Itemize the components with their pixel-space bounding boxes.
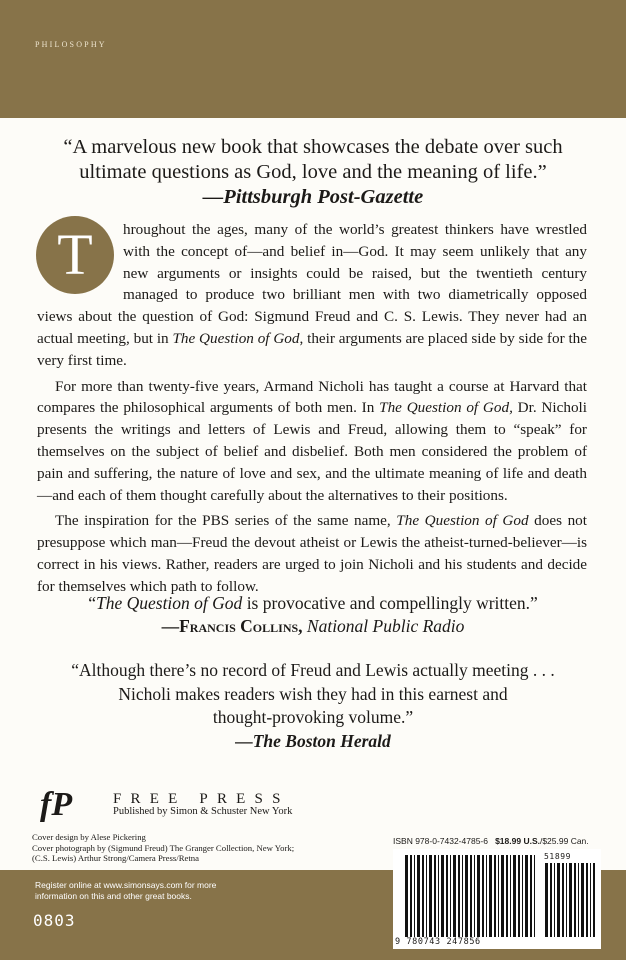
publisher-imprint-line: Published by Simon & Schuster New York — [113, 806, 293, 817]
barcode-bar — [429, 855, 432, 937]
barcode-bar — [581, 863, 584, 937]
barcode-panel — [393, 849, 601, 949]
price-canada: /$25.99 Can. — [539, 836, 589, 846]
barcode-bar — [566, 863, 567, 937]
barcode-bar — [593, 863, 595, 937]
barcode-bar — [590, 863, 591, 937]
drop-cap-circle: T — [36, 216, 114, 294]
barcode-bar — [477, 855, 480, 937]
barcode-bar — [550, 863, 552, 937]
barcode-bar — [569, 863, 572, 937]
barcode-bar — [458, 855, 460, 937]
cover-design-credit: Cover design by Alese Pickering — [32, 832, 146, 842]
barcode-bar — [450, 855, 451, 937]
barcode-bar — [474, 855, 475, 937]
top-quote-source: —Pittsburgh Post-Gazette — [202, 186, 424, 208]
register-line-2: information on this and other great books. — [35, 891, 192, 901]
description-paragraph-2: For more than twenty-five years, Armand Nicholi has taught a course at Harvard that compares the philosophical arguments of both men. In The Question of God, Dr. Nicholi presents the writings and letters of Lewis and Freud, allowing them to “speak” for themselves on the subject of belief and disbelief. Both men considered the problem of pain and suffering, the nature of love and sex, and the ultimate meaning of life and death—and each of them thought carefully about the alternatives to their positions. — [37, 377, 587, 504]
barcode-bar — [462, 855, 463, 937]
barcode-bar — [417, 855, 420, 937]
register-online-note — [35, 880, 275, 902]
barcode-graphic — [393, 849, 601, 949]
barcode-bar — [410, 855, 412, 937]
price-code-number: 51899 — [544, 852, 572, 861]
top-review-quote — [40, 135, 586, 210]
print-code: 0803 — [33, 911, 76, 930]
barcode-bar — [506, 855, 508, 937]
quote2-attribution: —Francis Collins, National Public Radio — [161, 616, 465, 636]
free-press-logo: fP — [40, 786, 73, 823]
barcode-bar — [486, 855, 487, 937]
isbn-number: ISBN 978-0-7432-4785-6 — [393, 836, 488, 846]
barcode-bar — [586, 863, 588, 937]
barcode-bar — [498, 855, 499, 937]
barcode-bar — [554, 863, 555, 937]
barcode-bar — [438, 855, 439, 937]
barcode-bar — [518, 855, 520, 937]
barcode-bar — [414, 855, 415, 937]
barcode-bar — [482, 855, 484, 937]
barcode-bar — [578, 863, 579, 937]
ean-digits: 9 780743 247856 — [395, 937, 481, 947]
cover-credits — [32, 832, 392, 864]
quote3-line-2: Nicholi makes readers wish they had in this earnest and — [118, 683, 508, 704]
barcode-bar — [545, 863, 548, 937]
barcode-bar — [522, 855, 523, 937]
barcode-bar — [557, 863, 560, 937]
genre-label: PHILOSOPHY — [35, 40, 107, 49]
barcode-bar — [422, 855, 424, 937]
quote3-line-1: “Although there’s no record of Freud and Lewis actually meeting . . . — [71, 660, 555, 680]
top-color-band — [0, 0, 626, 118]
barcode-bar — [489, 855, 492, 937]
barcode-bar — [525, 855, 528, 937]
barcode-bar — [446, 855, 448, 937]
quote3-source: —The Boston Herald — [235, 730, 391, 751]
description-paragraph-1: hroughout the ages, many of the world’s greatest thinkers have wrestled with the concept of—and belief in—God. It may seem unlikely that any new arguments or insights could be raised, but the twentieth century managed to produce two brilliant men with two diametrically opposed views about the question of God: Sigmund Freud and C. S. Lewis. They never had an actual meeting, but in The Question of God, their arguments are placed side by side for the very first time. — [37, 221, 587, 369]
barcode-bar — [441, 855, 444, 937]
barcode-bar — [562, 863, 564, 937]
price-us: $18.99 U.S. — [495, 836, 540, 846]
review-quote-herald — [40, 659, 586, 753]
book-description — [37, 219, 587, 602]
top-quote-text: “A marvelous new book that showcases the debate over such ultimate questions as God, love and the meaning of life.” — [63, 136, 563, 183]
isbn-price-line — [393, 836, 603, 846]
review-quote-collins — [40, 592, 586, 638]
barcode-bar — [501, 855, 504, 937]
barcode-bar — [426, 855, 427, 937]
register-line-1: Register online at www.simonsays.com for more — [35, 880, 217, 890]
description-paragraph-3: The inspiration for the PBS series of the same name, The Question of God does not presuppose which man—Freud the devout atheist or Lewis the atheist-turned-believer—is correct in his views. Rather, readers are urged to join Nicholi and his students and decide for themselves which path to follow. — [37, 512, 587, 595]
quote3-line-3: thought-provoking volume.” — [212, 707, 414, 727]
publisher-name: FREE PRESS — [113, 791, 290, 807]
barcode-bar — [453, 855, 456, 937]
quote2-text: “The Question of God is provocative and compellingly written.” — [88, 593, 538, 613]
barcode-bar — [530, 855, 532, 937]
barcode-bar — [534, 855, 535, 937]
barcode-bar — [510, 855, 511, 937]
cover-photo-credit-2: (C.S. Lewis) Arthur Strong/Camera Press/Retna — [32, 853, 199, 864]
barcode-bar — [574, 863, 576, 937]
cover-photo-credit-1: Cover photograph by (Sigmund Freud) The Granger Collection, New York; — [32, 842, 295, 853]
barcode-bar — [513, 855, 516, 937]
barcode-bar — [405, 855, 408, 937]
barcode-bar — [494, 855, 496, 937]
barcode-bar — [470, 855, 472, 937]
barcode-bar — [465, 855, 468, 937]
barcode-bar — [434, 855, 436, 937]
